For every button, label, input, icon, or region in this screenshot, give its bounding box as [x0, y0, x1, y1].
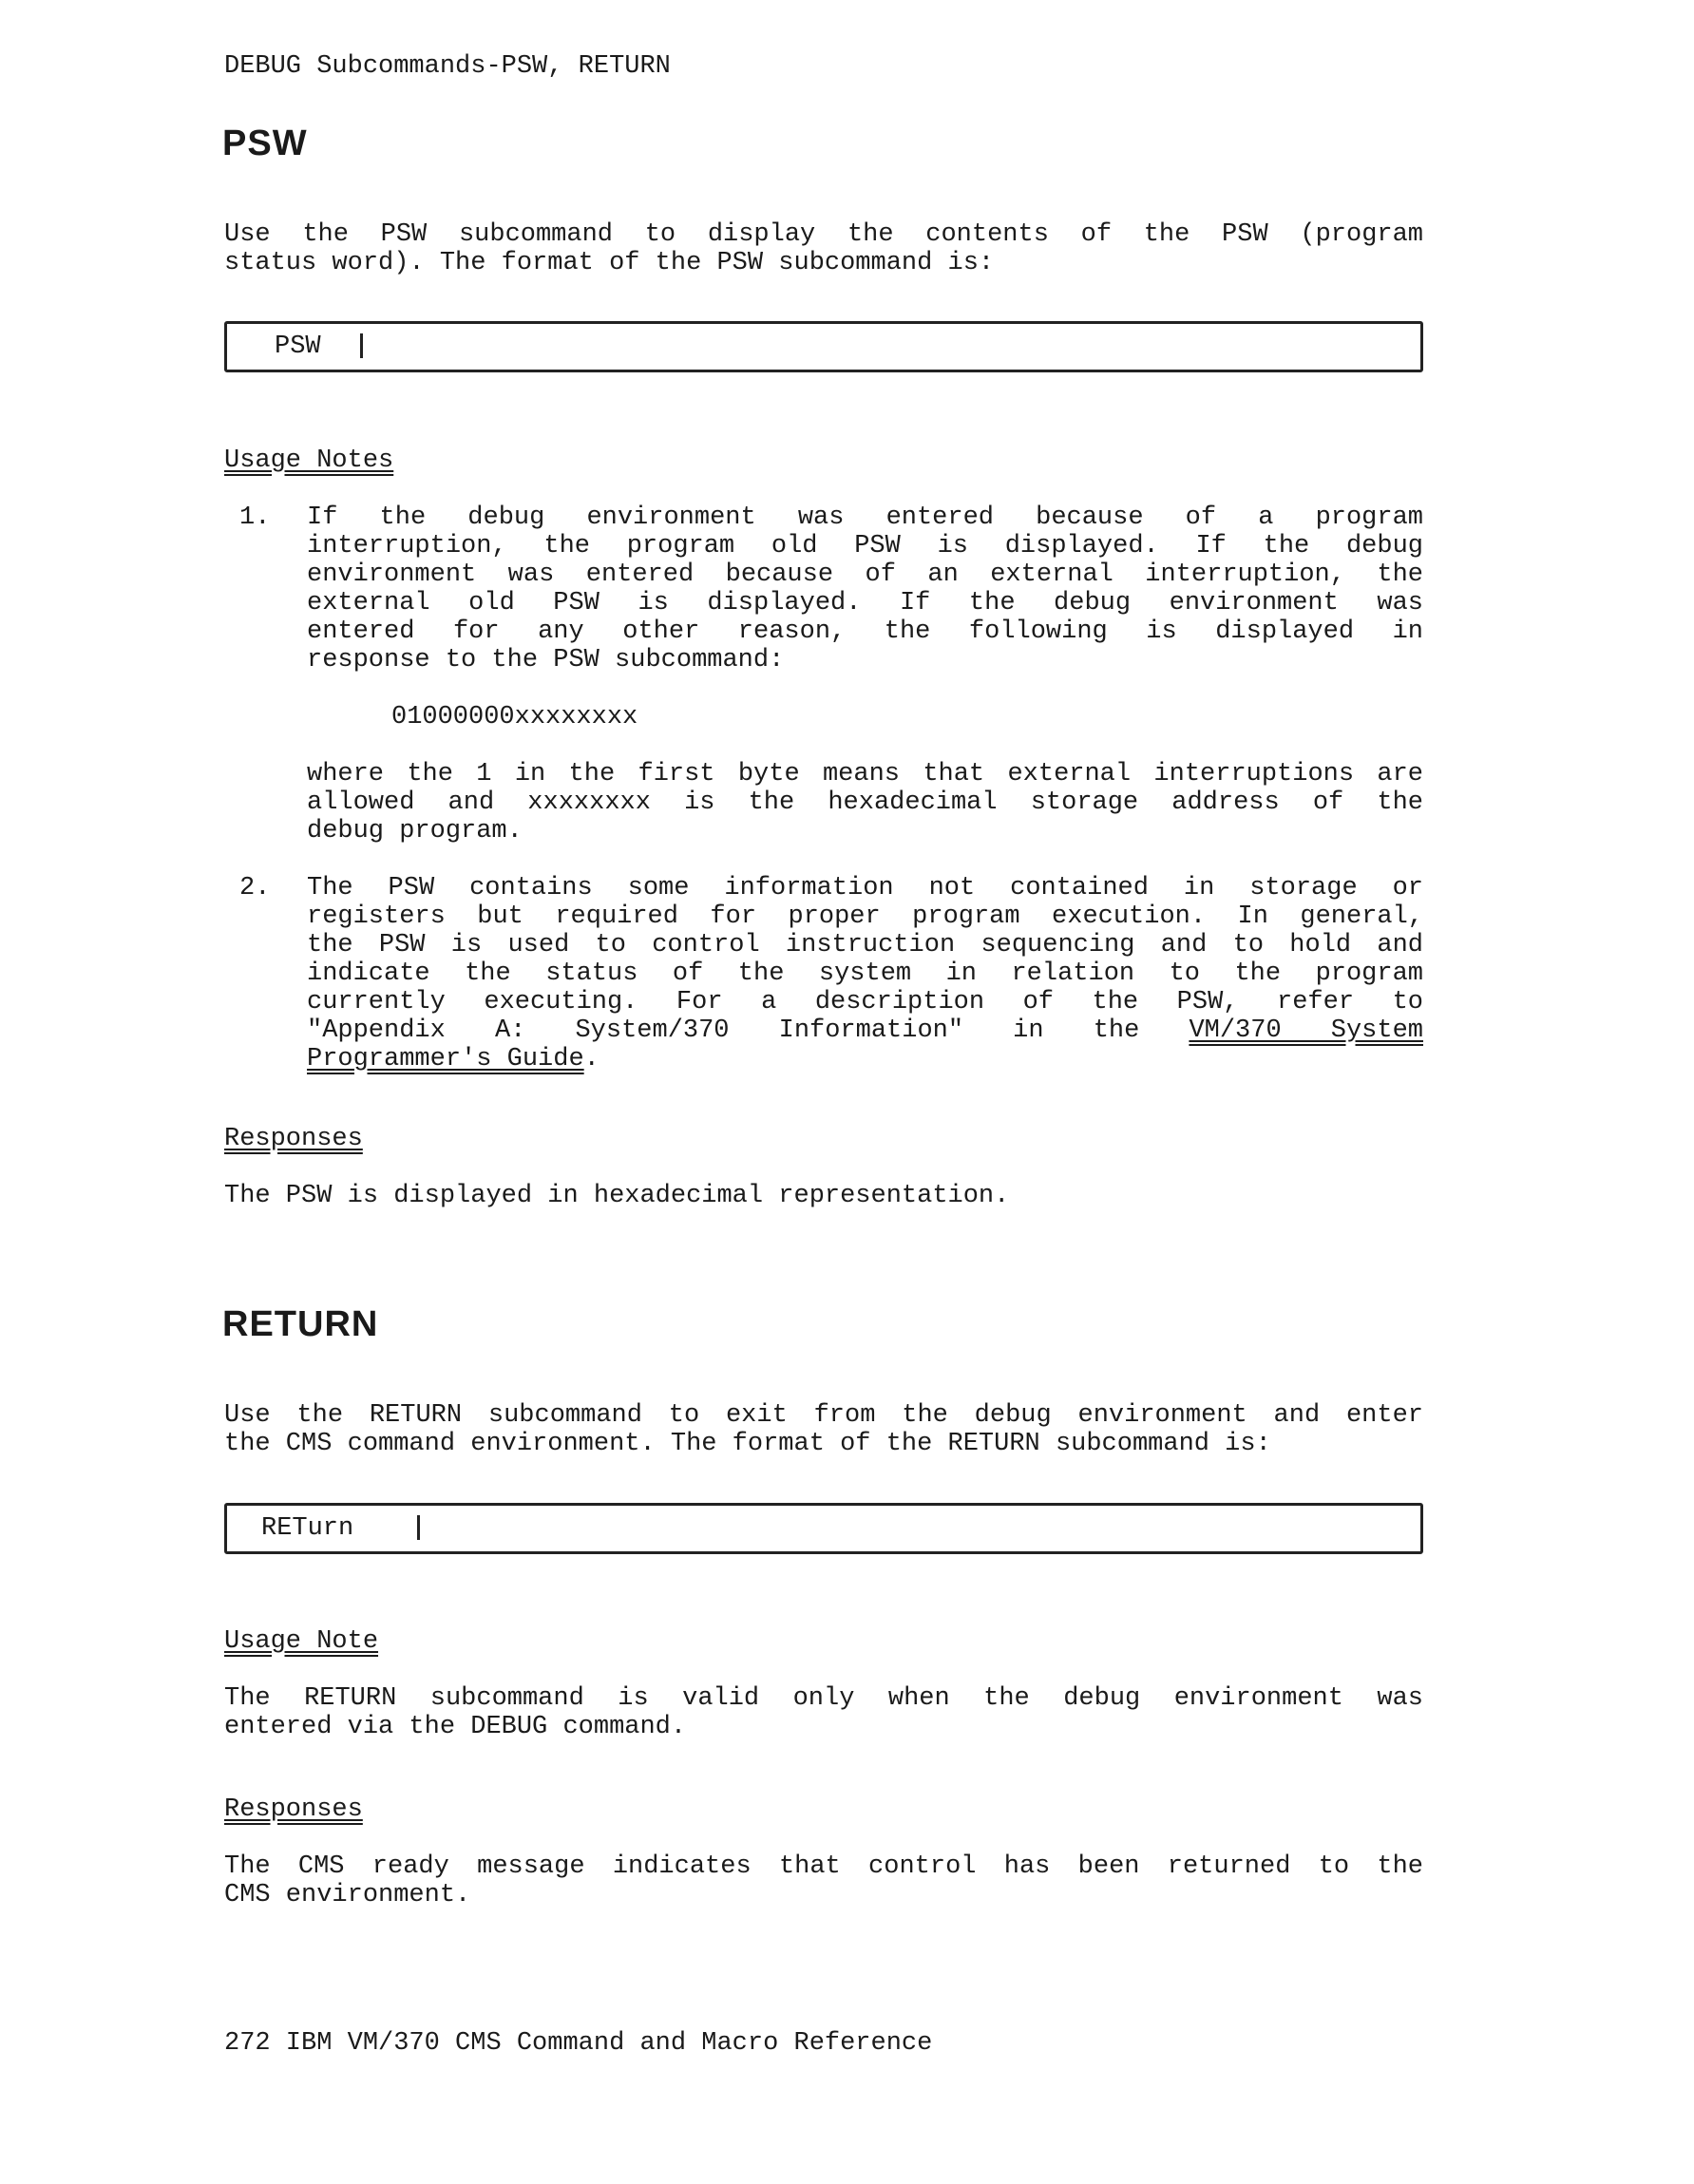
- note-line: environment was entered because of an external interruption, the: [307, 560, 1423, 589]
- psw-responses-text: The PSW is displayed in hexadecimal representation.: [224, 1182, 1010, 1210]
- section-title-return: RETURN: [222, 1304, 379, 1344]
- psw-note-1-continued: [307, 760, 1423, 845]
- note-line: external old PSW is displayed. If the debug environment was: [307, 589, 1423, 617]
- psw-intro-line: Use the PSW subcommand to display the contents of the PSW (program: [224, 220, 1423, 249]
- return-responses-heading: Responses: [224, 1795, 363, 1824]
- book-reference: VM/370 System: [1189, 1016, 1423, 1045]
- psw-code-example: 01000000xxxxxxxx: [391, 703, 638, 731]
- note-text: .: [583, 1045, 600, 1073]
- psw-intro-line: status word). The format of the PSW subcommand is:: [224, 249, 995, 277]
- book-reference: Programmer's Guide: [307, 1045, 584, 1073]
- note-line: registers but required for proper program execution. In general,: [307, 902, 1423, 931]
- running-head: DEBUG Subcommands-PSW, RETURN: [224, 52, 671, 81]
- note-line: debug program.: [307, 817, 523, 845]
- note-text: "Appendix A: System/370 Information" in the: [307, 1016, 1140, 1045]
- psw-responses-heading: Responses: [224, 1125, 363, 1153]
- note-line: response to the PSW subcommand:: [307, 646, 785, 674]
- note-line: [307, 1045, 1423, 1073]
- return-usage-text: [224, 1684, 1423, 1741]
- format-separator: [360, 333, 363, 358]
- usage-line: The RETURN subcommand is valid only when the debug environment was: [224, 1684, 1423, 1713]
- psw-intro: [224, 220, 1423, 277]
- note-line: [307, 1016, 1423, 1045]
- note-line: where the 1 in the first byte means that external interruptions are: [307, 760, 1423, 788]
- note-line: indicate the status of the system in relation to the program: [307, 959, 1423, 988]
- note-line: The PSW contains some information not contained in storage or: [307, 874, 1423, 902]
- return-usage-heading: Usage Note: [224, 1627, 379, 1656]
- return-format-box: [224, 1503, 1423, 1554]
- return-responses-text: [224, 1852, 1423, 1909]
- return-intro-line: the CMS command environment. The format of the RETURN subcommand is:: [224, 1430, 1271, 1458]
- return-format-command: RETurn: [261, 1514, 354, 1543]
- page-footer: 272 IBM VM/370 CMS Command and Macro Reference: [224, 2029, 933, 2058]
- return-intro: [224, 1401, 1423, 1458]
- format-separator: [417, 1515, 420, 1540]
- note-line: currently executing. For a description of the PSW, refer to: [307, 988, 1423, 1016]
- usage-line: entered via the DEBUG command.: [224, 1713, 687, 1741]
- psw-usage-heading: Usage Notes: [224, 446, 394, 475]
- psw-note-2: [307, 874, 1423, 1073]
- section-title-psw: PSW: [222, 123, 308, 163]
- psw-format-command: PSW: [275, 332, 321, 361]
- note-line: If the debug environment was entered because of a program: [307, 503, 1423, 532]
- responses-line: CMS environment.: [224, 1881, 471, 1909]
- return-intro-line: Use the RETURN subcommand to exit from the debug environment and enter: [224, 1401, 1423, 1430]
- note-line: interruption, the program old PSW is displayed. If the debug: [307, 532, 1423, 560]
- responses-line: The CMS ready message indicates that control has been returned to the: [224, 1852, 1423, 1881]
- note-line: entered for any other reason, the following is displayed in: [307, 617, 1423, 646]
- psw-note-1: [307, 503, 1423, 674]
- note-number: 2.: [239, 874, 271, 902]
- psw-format-box: [224, 321, 1423, 372]
- note-number: 1.: [239, 503, 271, 532]
- note-line: allowed and xxxxxxxx is the hexadecimal storage address of the: [307, 788, 1423, 817]
- note-line: the PSW is used to control instruction sequencing and to hold and: [307, 931, 1423, 959]
